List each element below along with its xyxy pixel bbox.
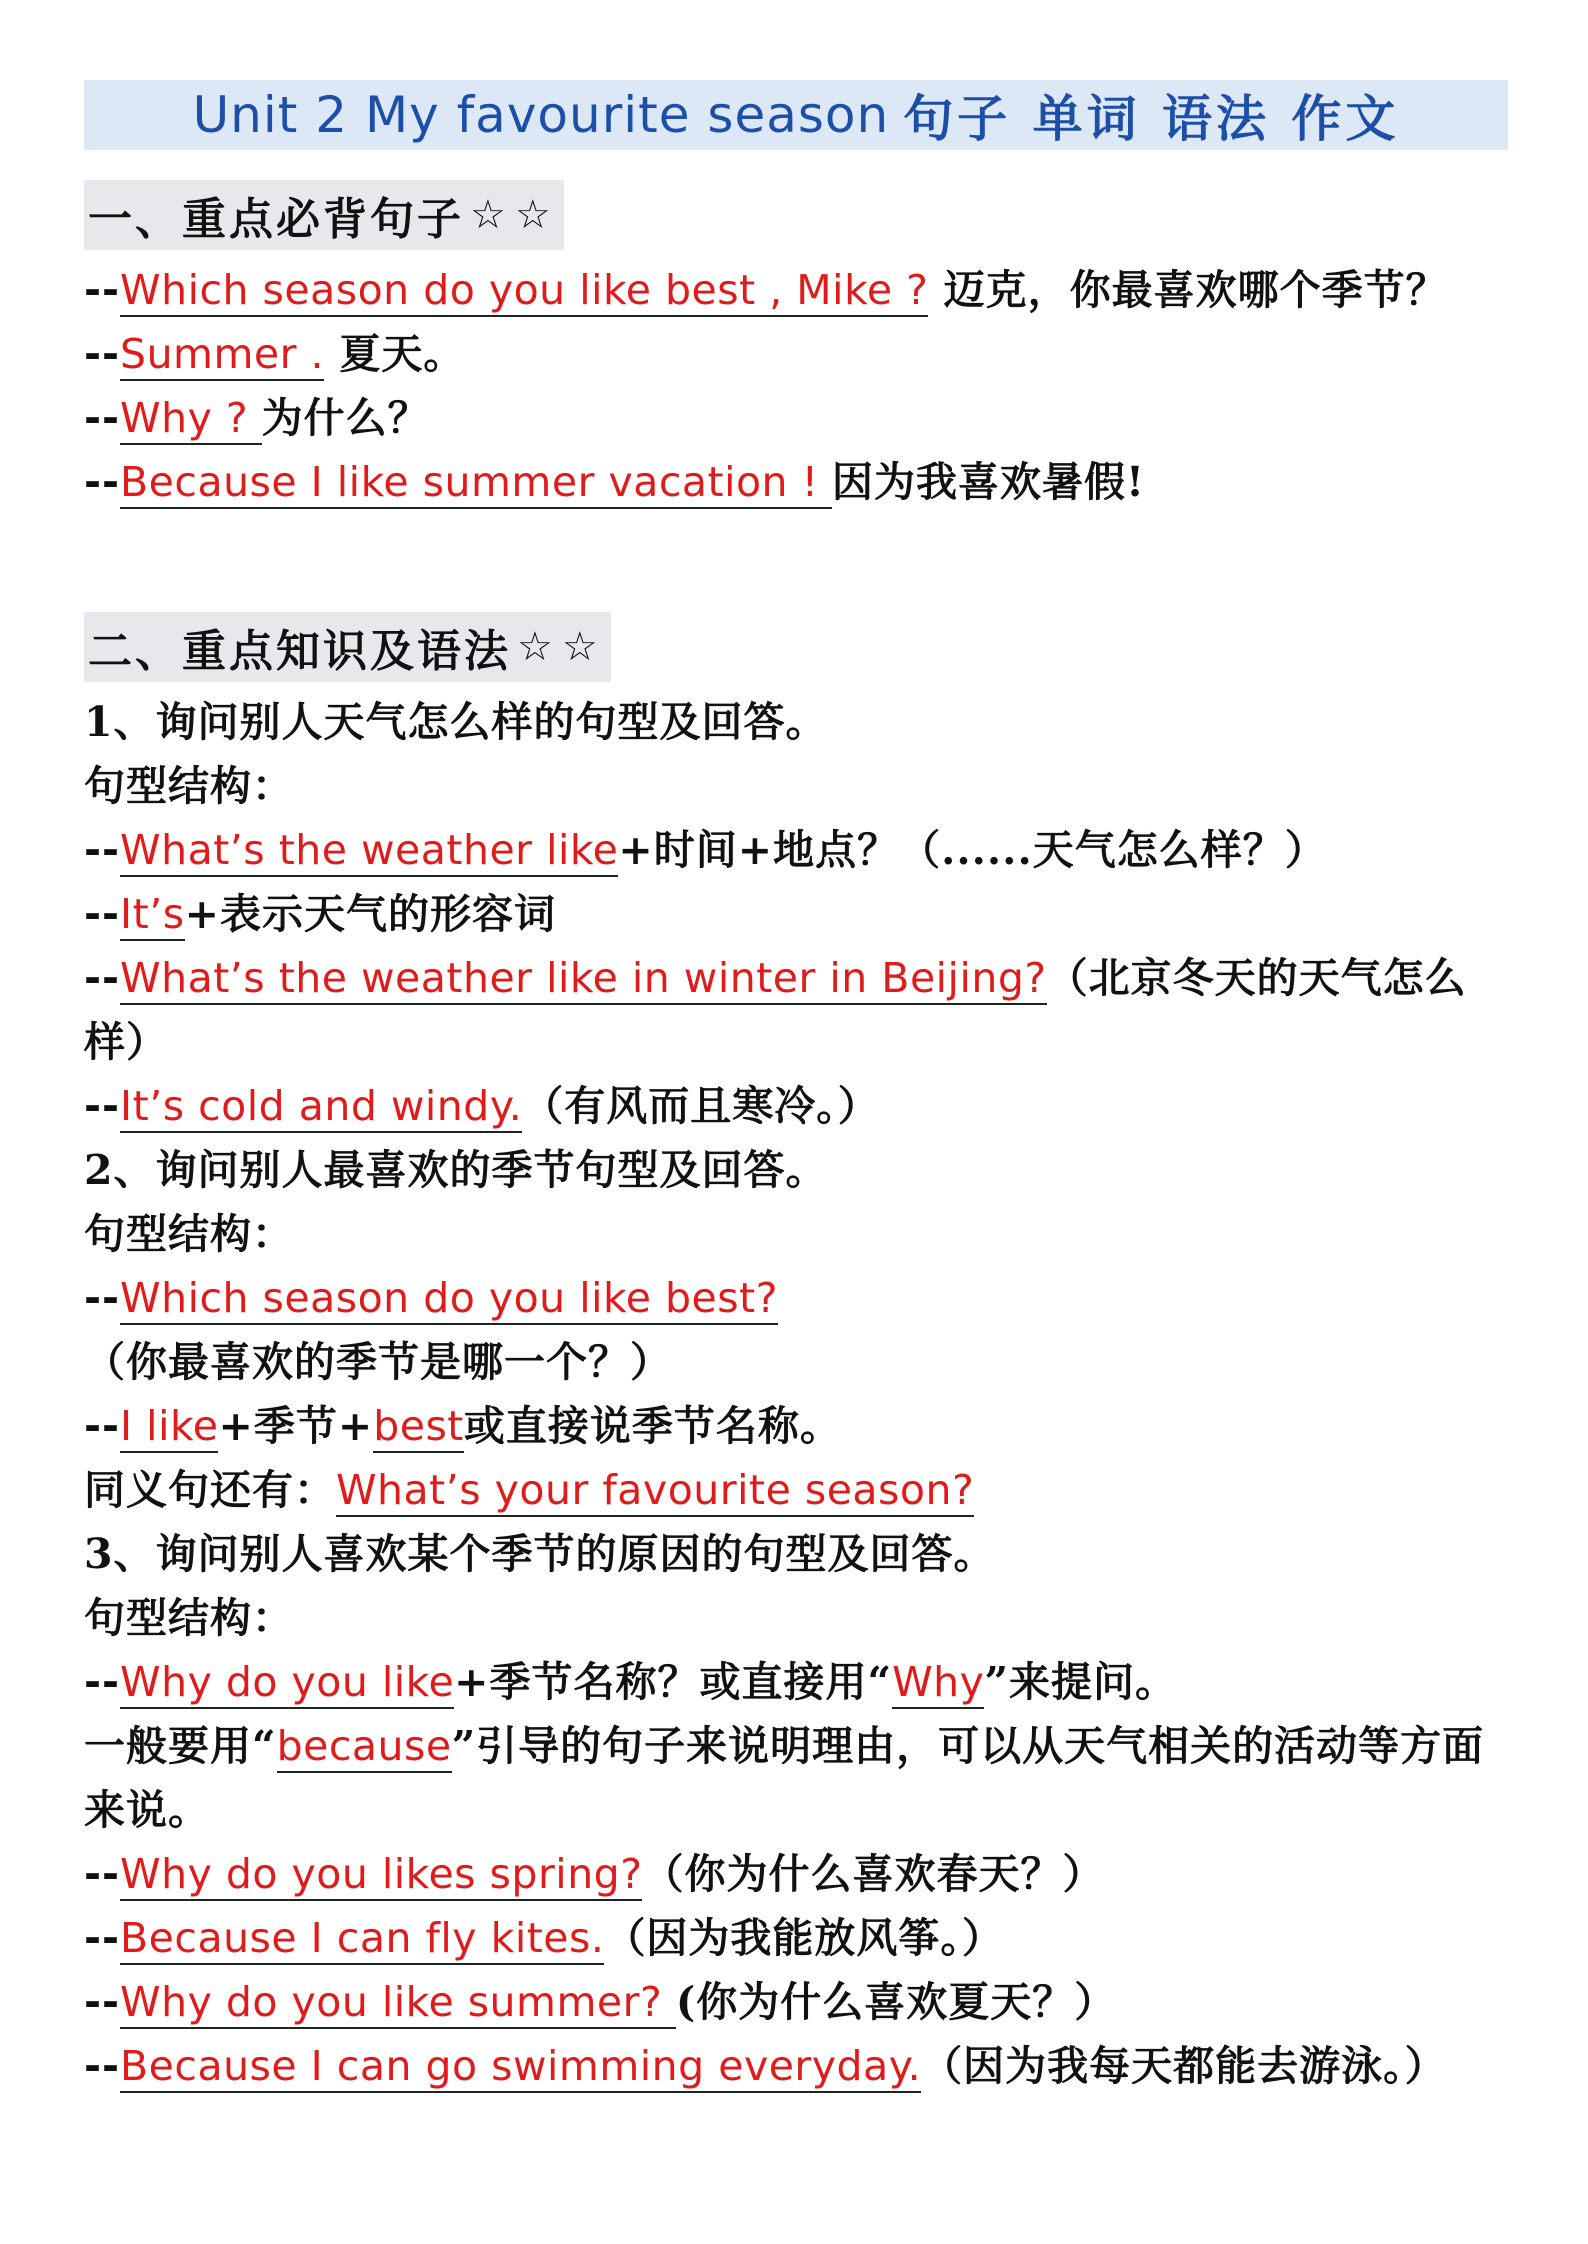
translation-line: （你最喜欢的季节是哪一个？）: [84, 1338, 672, 1386]
star-outline-icon: ☆: [514, 192, 554, 238]
sentence-line: --Why do you likes spring?（你为什么喜欢春天？）: [84, 1842, 1514, 1906]
point2-title: 2、询问别人最喜欢的季节句型及回答。: [84, 1146, 828, 1194]
title-chinese: 句子 单词 语法 作文: [903, 89, 1400, 148]
sentence-line: --Summer . 夏天。: [84, 322, 1514, 386]
sentence-line: --It’s+表示天气的形容词: [84, 882, 1514, 946]
sentence-line: --Because I can go swimming everyday.（因为我每天都能去游泳。）: [84, 2034, 1514, 2098]
explanation-line: 一般要用“because”引导的句子来说明理由，可以从天气相关的活动等方面来说。: [84, 1722, 1485, 1834]
section2-heading: 二、重点知识及语法 ☆ ☆: [84, 612, 611, 682]
section2-content: [84, 690, 1514, 2098]
star-outline-icon: ☆: [470, 192, 509, 238]
sentence-line: --Because I can fly kites.（因为我能放风筝。）: [84, 1906, 1514, 1970]
sentence-line: --I like+季节+best或直接说季节名称。: [84, 1394, 1514, 1458]
sentence-line: --Why do you like summer? (你为什么喜欢夏天？）: [84, 1970, 1514, 2034]
point1-structure-label: 句型结构：: [84, 762, 294, 810]
sentence-line: --Because I like summer vacation ! 因为我喜欢暑假!: [84, 450, 1514, 514]
sentence-line: --What’s the weather like in winter in Beijing?（北京冬天的天气怎么样）: [84, 954, 1467, 1066]
star-outline-icon: ☆: [517, 624, 556, 670]
sentence-line: --It’s cold and windy.（有风而且寒冷。）: [84, 1074, 1514, 1138]
sentence-line: --Why do you like+季节名称？或直接用“Why”来提问。: [84, 1650, 1514, 1714]
synonym-line: 同义句还有：What’s your favourite season?: [84, 1458, 1514, 1522]
sentence-line: --Why ? 为什么？: [84, 386, 1514, 450]
sentence-line: --What’s the weather like+时间+地点？（......天气怎么样？）: [84, 818, 1514, 882]
point1-title: 1、询问别人天气怎么样的句型及回答。: [84, 698, 828, 746]
sentence-line: --Which season do you like best?: [84, 1266, 1514, 1330]
point3-title: 3、询问别人喜欢某个季节的原因的句型及回答。: [84, 1530, 996, 1578]
point3-structure-label: 句型结构：: [84, 1594, 294, 1642]
star-outline-icon: ☆: [561, 624, 601, 670]
section1-heading: 一、重点必背句子 ☆ ☆: [84, 180, 564, 250]
sentence-line: --Which season do you like best , Mike ? 迈克，你最喜欢哪个季节？: [84, 258, 1514, 322]
point2-structure-label: 句型结构：: [84, 1210, 294, 1258]
section1-content: [84, 258, 1514, 514]
title-english: Unit 2 My favourite season: [192, 86, 890, 144]
title-bar: [84, 80, 1508, 150]
